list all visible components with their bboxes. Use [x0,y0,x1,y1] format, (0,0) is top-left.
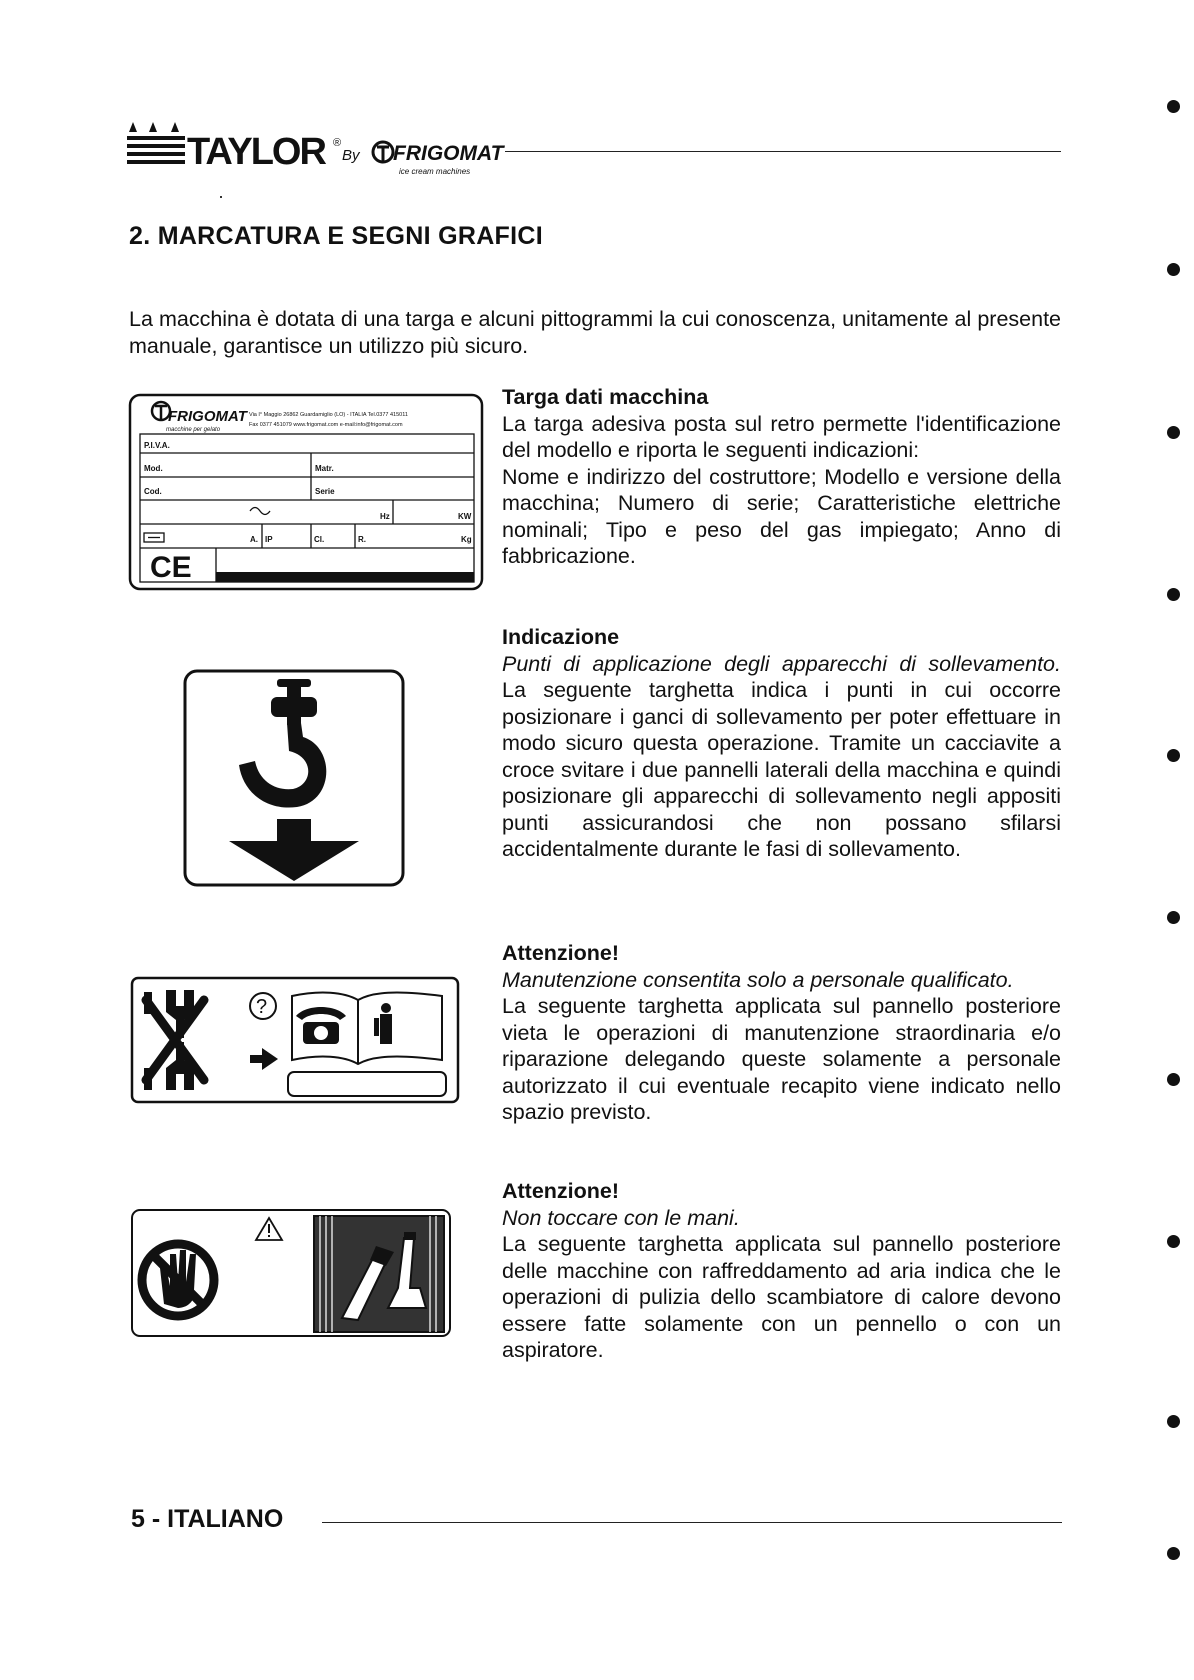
crown-logo-icon [127,122,185,164]
lifting-hook-pictogram [183,669,405,887]
no-touch-pictogram [130,1208,460,1338]
block-heading: Indicazione [502,625,620,649]
svg-text:FRIGOMAT: FRIGOMAT [168,408,247,425]
binder-hole [1167,911,1180,924]
svg-text:KW: KW [458,512,472,521]
rating-plate-image [128,393,486,593]
header-rule [505,151,1061,152]
block-maintenance [502,940,1061,1126]
binder-hole [1167,100,1180,113]
svg-text:Via I° Maggio 26862 Guardamigl: Via I° Maggio 26862 Guardamiglio (LO) - ITALIA Tel.0377 415011 [249,412,408,418]
svg-text:macchine per gelato: macchine per gelato [166,427,221,433]
no-hand-icon [142,1244,214,1316]
block-heading: Attenzione! [502,1179,620,1203]
binder-hole [1167,1235,1180,1248]
svg-text:Hz: Hz [380,512,390,521]
page-footer-label: 5 - ITALIANO [131,1505,284,1533]
svg-text:P.I.V.A.: P.I.V.A. [144,441,170,450]
svg-text:Mod.: Mod. [144,464,163,473]
block-plate [502,384,1061,570]
binder-hole [1167,1073,1180,1086]
svg-text:Serie: Serie [315,487,335,496]
maintenance-pictogram [130,976,460,1104]
ce-mark-icon: CE [150,551,192,584]
svg-text:R.: R. [358,535,366,544]
binder-hole [1167,426,1180,439]
block-heading: Targa dati macchina [502,385,709,409]
block-text: La targa adesiva posta sul retro permette l'identificazione del modello e riporta le seguenti indicazioni: [502,411,1061,462]
binder-hole [1167,588,1180,601]
contact-field [288,1072,446,1096]
block-subtitle: Non toccare con le mani. [502,1205,740,1230]
svg-text:?: ? [256,996,268,1018]
question-icon [250,993,276,1019]
block-text: La seguente targhetta applicata sul pannello posteriore vieta le operazioni di manutenzione straordinaria e/o riparazione delegando queste solamente a personale autorizzato il cui eventuale recapito viene indicato nello spazio previsto. [502,994,1061,1124]
binder-hole [1167,1547,1180,1560]
binder-hole [1167,749,1180,762]
svg-text:Fax 0377 451079 www.frigomat.c: Fax 0377 451079 www.frigomat.com e-mail:info@frigomat.com [249,422,403,428]
intro-paragraph: La macchina è dotata di una targa e alcuni pittogrammi la cui conoscenza, unitamente al presente manuale, garantisce un utilizzo più sicuro. [129,307,1061,358]
svg-text:®: ® [333,137,342,149]
partner-name: FRIGOMAT [393,142,504,165]
telephone-icon [296,1007,346,1044]
block-lifting [502,624,1061,863]
block-no-touch [502,1178,1061,1364]
block-subtitle: Punti di applicazione degli apparecchi di sollevamento. [502,651,1061,676]
svg-text:ice cream machines: ice cream machines [399,167,471,176]
block-text: La seguente targhetta applicata sul pannello posteriore delle macchine con raffreddamento ad aria indica che le operazioni di pulizia dello scambiatore di calore devono essere fatte solamente con un pennello o con un aspiratore. [502,1232,1061,1362]
block-list: Nome e indirizzo del costruttore; Modello e versione della macchina; Numero di serie; Caratteristiche elettriche nominali; Tipo e peso del gas impiegato; Anno di fabbricazione. [502,464,1061,568]
block-heading: Attenzione! [502,941,620,965]
block-subtitle: Manutenzione consentita solo a personale qualificato. [502,967,1014,992]
speck [220,196,222,198]
frigomat-logo-icon [373,142,393,162]
svg-text:Kg: Kg [461,535,472,544]
svg-text:A.: A. [250,535,258,544]
brand-name: TAYLOR [187,131,325,173]
binder-hole [1167,1415,1180,1428]
svg-text:By: By [342,147,360,164]
binder-hole [1167,263,1180,276]
block-text: La seguente targhetta indica i punti in cui occorre posizionare i ganci di sollevamento per poter effettuare in modo sicuro questa operazione. Tramite un cacciavite a croce svitare i due pannelli laterali della macchina e quindi posizionare gli apparecchi di sollevamento negli appositi punti assicurandosi che non possano sfilarsi accidentalmente durante le fasi di sollevamento. [502,678,1061,861]
svg-text:Matr.: Matr. [315,464,334,473]
section-title: 2. MARCATURA E SEGNI GRAFICI [129,222,543,250]
svg-text:IP: IP [265,535,273,544]
footer-rule [322,1522,1062,1523]
brand-logo [127,120,507,188]
svg-text:Cod.: Cod. [144,487,162,496]
svg-text:Cl.: Cl. [314,535,325,544]
